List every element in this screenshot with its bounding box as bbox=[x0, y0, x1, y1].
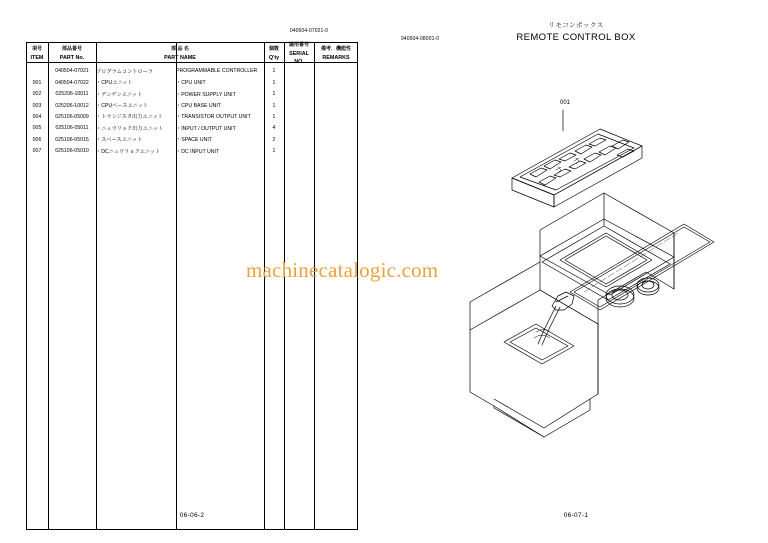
table-row bbox=[26, 145, 358, 156]
drawing-title-jp: リモコンボックス bbox=[548, 22, 604, 29]
table-vertical-rule-1 bbox=[96, 42, 97, 530]
cell-item: 001 bbox=[32, 79, 42, 86]
cell-part-no: 025206-10012 bbox=[55, 102, 89, 109]
drawing-title-en: REMOTE CONTROL BOX bbox=[516, 32, 636, 43]
header-qty-jp: 個数 bbox=[268, 46, 279, 53]
cell-remarks bbox=[314, 111, 358, 122]
cell-serial bbox=[284, 123, 314, 134]
cell-part-no: 025106-05010 bbox=[55, 148, 89, 155]
cell-qty: 1 bbox=[272, 102, 276, 109]
watermark: machinecatalogic.com bbox=[246, 258, 439, 282]
table-row bbox=[26, 89, 358, 100]
cell-part-name-en: ・INPUT / OUTPUT UNIT bbox=[176, 125, 236, 132]
right-page-number: 06-07-1 bbox=[563, 512, 589, 519]
right-document-code: 940504-08001-0 bbox=[401, 36, 440, 42]
table-vertical-rule-2 bbox=[176, 42, 177, 530]
cell-remarks bbox=[314, 145, 358, 156]
cell-qty: 1 bbox=[272, 79, 276, 86]
table-row bbox=[26, 100, 358, 111]
header-serial-no-en: SERIAL NO. bbox=[289, 50, 309, 65]
cell-serial bbox=[284, 100, 314, 111]
table-row bbox=[26, 77, 358, 88]
cell-part-no: 025206-10011 bbox=[55, 91, 89, 98]
cell-part-name-jp: ・CPUユニット bbox=[96, 80, 133, 87]
header-serial-no-jp: 適用番号 bbox=[288, 42, 309, 48]
parts-table bbox=[26, 42, 358, 157]
cell-item bbox=[26, 66, 48, 77]
header-part-name-jp: 部 品 名 bbox=[171, 46, 189, 53]
cell-part-no: 040504-07022 bbox=[55, 79, 89, 86]
cell-item: 003 bbox=[32, 102, 42, 109]
header-item-en: ITEM bbox=[30, 54, 44, 61]
cell-remarks bbox=[314, 100, 358, 111]
left-document-code: 040504-07021-0 bbox=[289, 28, 328, 34]
cell-part-name-jp: ・DCニュウリョクユニット bbox=[96, 148, 161, 155]
cell-part-name-en: ・POWER SUPPLY UNIT bbox=[176, 91, 236, 98]
control-panel bbox=[512, 129, 642, 207]
cell-part-name-en: ・CPU UNIT bbox=[176, 80, 206, 87]
cell-remarks bbox=[314, 66, 358, 77]
cell-part-name-en: ・CPU BASE UNIT bbox=[176, 103, 221, 110]
cell-remarks bbox=[314, 123, 358, 134]
header-part-no-en: PART No. bbox=[59, 54, 85, 61]
table-vertical-rule-0 bbox=[48, 42, 49, 530]
cell-part-name-jp: ・CPUベースユニット bbox=[96, 103, 148, 110]
cell-item: 004 bbox=[32, 113, 42, 120]
cell-part-name-en: ・TRANSISTOR OUTPUT UNIT bbox=[176, 114, 251, 121]
callout-001: 001 bbox=[560, 100, 571, 106]
cell-serial bbox=[284, 134, 314, 145]
cell-serial bbox=[284, 66, 314, 77]
cell-part-name-en: ・SPACE UNIT bbox=[176, 137, 212, 144]
cell-part-name-jp: ・デンゲンユニット bbox=[96, 91, 143, 98]
cell-remarks bbox=[314, 77, 358, 88]
cell-part-name-jp: ・スペースユニット bbox=[96, 137, 143, 144]
cell-qty: 1 bbox=[272, 113, 276, 120]
table-vertical-rule-3 bbox=[264, 42, 265, 530]
cell-qty: 1 bbox=[272, 91, 276, 98]
table-vertical-rule-4 bbox=[284, 42, 285, 530]
label-band bbox=[570, 224, 714, 310]
cell-remarks bbox=[314, 134, 358, 145]
cell-part-no: 025106-05015 bbox=[55, 136, 89, 143]
header-item-jp: 項号 bbox=[31, 46, 42, 53]
cell-part-name-jp: ・ニュウリョク出力ユニット bbox=[96, 125, 164, 132]
table-row bbox=[26, 66, 358, 77]
header-part-no-jp: 部品番号 bbox=[61, 46, 82, 53]
cell-item: 002 bbox=[32, 91, 42, 98]
cell-serial bbox=[284, 111, 314, 122]
header-remarks-en: REMARKS bbox=[322, 54, 350, 61]
table-row bbox=[26, 111, 358, 122]
cell-qty: 4 bbox=[272, 125, 276, 132]
header-qty-en: Q'ty bbox=[268, 54, 280, 61]
cell-qty: 1 bbox=[272, 148, 276, 155]
remote-control-box-drawing bbox=[384, 0, 768, 543]
table-row bbox=[26, 134, 358, 145]
cell-serial bbox=[284, 77, 314, 88]
table-row bbox=[26, 123, 358, 134]
table-vertical-rule-5 bbox=[314, 42, 315, 530]
cell-part-name-jp: ・トランジスタ出力ユニット bbox=[96, 114, 163, 121]
drawing-page bbox=[384, 0, 768, 543]
cell-serial bbox=[284, 145, 314, 156]
cell-item: 005 bbox=[32, 125, 42, 132]
header-part-name-en: PART NAME bbox=[164, 54, 196, 61]
cell-part-name-en: ・DC INPUT UNIT bbox=[176, 148, 220, 155]
table-header-rule bbox=[26, 62, 358, 63]
header-remarks-jp: 備考．機能性 bbox=[320, 46, 351, 53]
cell-part-name-en: PROGRAMMABLE CONTROLLER bbox=[176, 68, 258, 75]
cell-item: 007 bbox=[32, 148, 42, 155]
cell-part-name-jp: プログラムコントローラ bbox=[96, 68, 154, 75]
cell-remarks bbox=[314, 89, 358, 100]
cell-serial bbox=[284, 89, 314, 100]
cell-part-no: 025106-05009 bbox=[55, 113, 89, 120]
cell-qty: 1 bbox=[272, 68, 276, 75]
left-page-number: 06-06-2 bbox=[179, 512, 205, 519]
cell-part-no: 025106-05011 bbox=[55, 125, 89, 132]
console-body bbox=[470, 193, 768, 437]
cell-item: 006 bbox=[32, 136, 42, 143]
cell-qty: 2 bbox=[272, 136, 276, 143]
cell-part-no: 040504-07021 bbox=[55, 68, 89, 75]
